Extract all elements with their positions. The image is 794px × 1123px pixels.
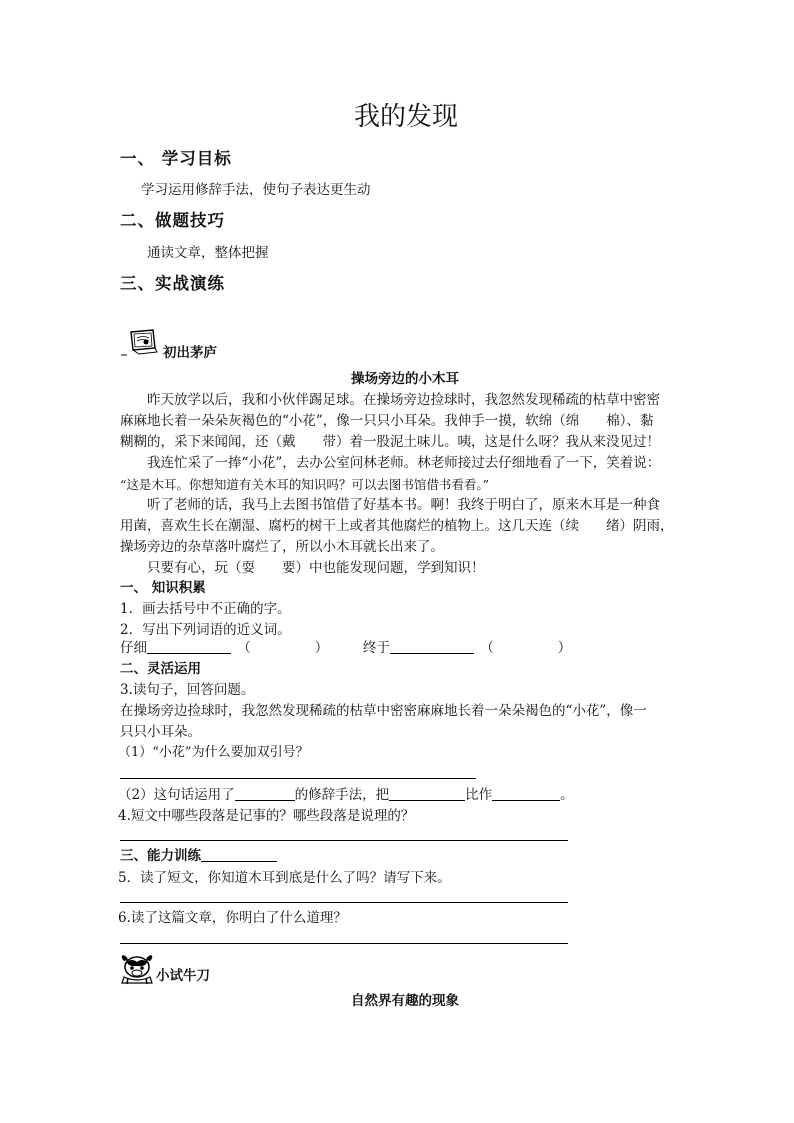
blank-word-1[interactable] xyxy=(147,639,231,654)
q-section-ability-label: 三、能力训练 xyxy=(120,848,201,864)
story-p3-line1: 听了老师的话，我马上去图书馆借了好基本书。啊！我终于明白了，原来木耳是一种食 xyxy=(147,497,660,513)
answer-line-6[interactable] xyxy=(120,943,568,944)
q-item-5: 5．读了短文，你知道木耳到底是什么了吗？请写下来。 xyxy=(118,870,451,886)
q-section-knowledge: 一、 知识积累 xyxy=(120,580,206,596)
part2-label: 小试牛刀 xyxy=(156,968,210,984)
q-section-apply: 二、灵活运用 xyxy=(120,661,201,677)
part1-label: 初出茅庐 xyxy=(163,345,217,361)
story-p3-line2: 用菌，喜欢生长在潮湿、腐朽的树干上或者其他腐烂的植物上。这几天连（续 绪）阴雨， xyxy=(120,518,674,534)
story-p3-line3: 操场旁边的杂草落叶腐烂了，所以小木耳就长出来了。 xyxy=(120,539,444,555)
story-p1-line2: 麻麻地长着一朵朵灰褐色的“小花”，像一只只小耳朵。我伸手一摸，软绵（绵 棉）、黏 xyxy=(120,413,654,429)
sub2-part-a: （2）这句话运用了 xyxy=(118,787,235,803)
blank-ability[interactable] xyxy=(201,847,277,862)
paren-open-1: （ xyxy=(237,640,251,656)
book-icon xyxy=(119,328,163,362)
quote-line-1: 在操场旁边捡球时，我忽然发现稀疏的枯草中密密麻麻地长着一朵朵褐色的“小花”，像一 xyxy=(120,703,647,719)
quote-line-2: 只只小耳朵。 xyxy=(120,724,201,740)
story-p2-line2: “这是木耳。你想知道有关木耳的知识吗？可以去图书馆借书看看。” xyxy=(120,477,490,492)
q-item-4: 4.短文中哪些段落是记事的？哪些段落是说理的？ xyxy=(118,808,415,824)
word-2: 终于 xyxy=(362,640,390,656)
q-section-ability xyxy=(120,846,277,866)
story-p1-line3: 糊糊的，采下来闻闻，还（戴 带）着一股泥土味儿。咦，这是什么呀？我从来没见过！ xyxy=(120,434,660,450)
blank-compared[interactable] xyxy=(492,786,560,801)
story-p1-line1: 昨天放学以后，我和小伙伴踢足球。在操场旁边捡球时，我忽然发现稀疏的枯草中密密 xyxy=(147,392,660,408)
section-heading-tips: 二、做题技巧 xyxy=(120,211,225,230)
section-heading-practice: 三、实战演练 xyxy=(120,274,225,293)
answer-line-4[interactable] xyxy=(120,840,568,841)
q-item-2: 2．写出下列词语的近义词。 xyxy=(120,622,291,638)
goals-text: 学习运用修辞手法，使句子表达更生动 xyxy=(141,182,371,198)
blank-object[interactable] xyxy=(389,786,465,801)
tips-text: 通读文章，整体把握 xyxy=(147,245,269,261)
sub2-part-b: 的修辞手法，把 xyxy=(294,787,390,803)
story-p2-line1: 我连忙采了一捧“小花”，去办公室问林老师。林老师接过去仔细地看了一下，笑着说： xyxy=(147,455,661,471)
story-p4-line1: 只要有心，玩（耍 要）中也能发现问题，学到知识！ xyxy=(147,560,485,576)
sub-question-1: （1）“小花”为什么要加双引号？ xyxy=(118,745,309,760)
story-title: 操场旁边的小木耳 xyxy=(351,371,459,387)
sub2-part-d: 。 xyxy=(560,787,574,803)
q-item-6: 6.读了这篇文章，你明白了什么道理？ xyxy=(118,910,347,926)
sub-question-2 xyxy=(118,785,574,805)
section-heading-goals: 一、 学习目标 xyxy=(120,149,232,168)
paren-open-2: （ xyxy=(480,640,494,656)
answer-line-1[interactable] xyxy=(120,778,476,779)
page-title: 我的发现 xyxy=(353,102,458,132)
q-item-3: 3.读句子，回答问题。 xyxy=(120,682,255,698)
calf-icon xyxy=(118,953,156,989)
q-item-1: 1．画去括号中不正确的字。 xyxy=(120,601,291,617)
paren-close-1: ） xyxy=(314,640,329,656)
word-1: 仔细 xyxy=(120,640,147,656)
story2-title: 自然界有趣的现象 xyxy=(351,993,459,1009)
paren-close-2: ） xyxy=(557,640,572,656)
sub2-part-c: 比作 xyxy=(465,787,493,803)
synonym-row xyxy=(120,638,571,658)
blank-rhetoric[interactable] xyxy=(235,786,295,801)
answer-line-5[interactable] xyxy=(120,902,568,903)
blank-word-2[interactable] xyxy=(390,639,474,654)
